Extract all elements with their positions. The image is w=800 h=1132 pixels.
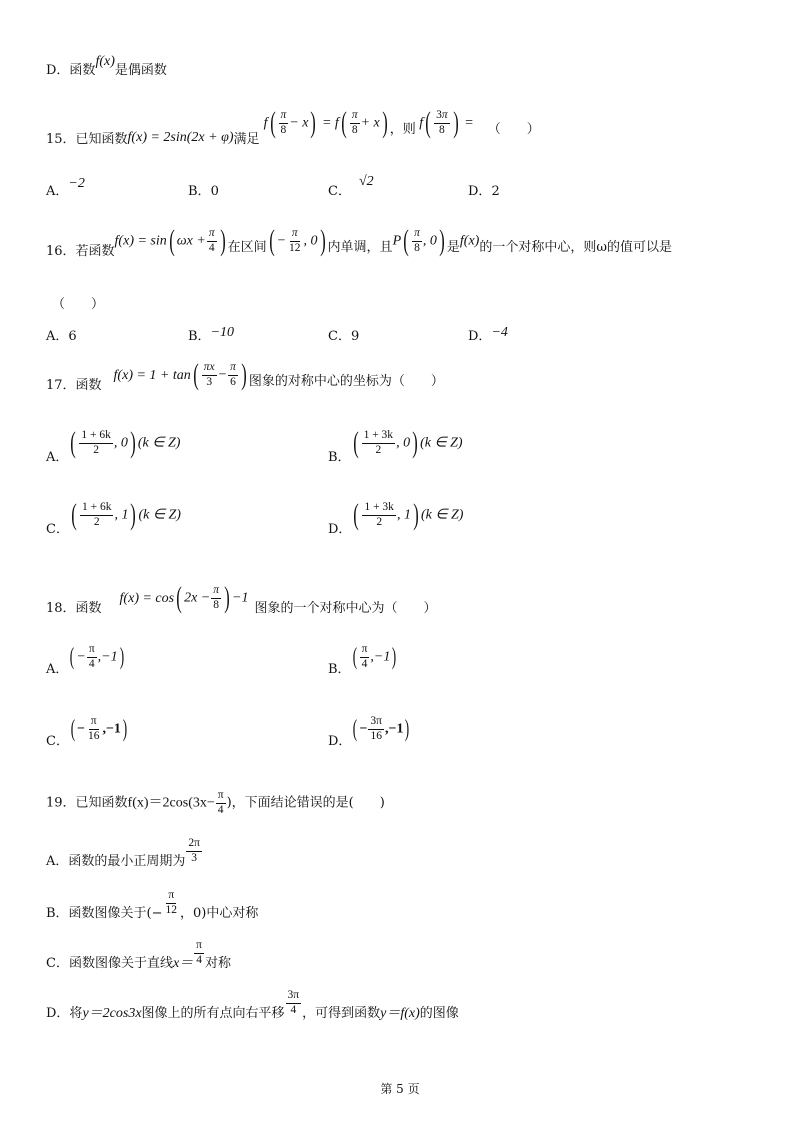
q17-option-b[interactable] xyxy=(328,426,463,465)
q15-option-d-value: 2 xyxy=(491,184,500,199)
q18-paren: ) xyxy=(392,644,397,670)
q15-option-d[interactable] xyxy=(468,185,500,198)
q19-option-b-tail: ，0)中心对称 xyxy=(180,905,259,921)
q18-option-c-num: π xyxy=(89,716,99,730)
q17-paren: ( xyxy=(352,426,359,459)
q16-option-c-label: C． xyxy=(328,329,351,344)
q16-paren: ( xyxy=(268,224,275,257)
q17-paren: ( xyxy=(71,498,77,531)
q17-stem xyxy=(46,358,444,393)
q14-option-d-fx: f(x) xyxy=(95,54,115,69)
q16-pi4: $\frac{\pi}{4}$ xyxy=(208,227,215,254)
q18-option-a-den: 4 xyxy=(88,657,95,670)
q15-target: $\frac{3\pi}{8}$ xyxy=(436,109,448,136)
q19-option-d-mid: 图像上的所有点向右平移 xyxy=(141,1005,285,1021)
q17-option-c-num: 1 + 6k xyxy=(80,502,114,516)
q17-option-c-cond: (k ∈ Z) xyxy=(138,507,181,523)
q19-option-c-tail: 对称 xyxy=(204,955,231,971)
q15-eq: = f xyxy=(318,115,339,131)
q17-paren: ) xyxy=(130,426,136,459)
q16-center-text: 是 xyxy=(446,239,460,255)
q18-option-b-label: B． xyxy=(328,661,351,677)
q14-option-d-tail: 是偶函数 xyxy=(114,63,167,78)
q15-number: 15．已知函数 xyxy=(46,131,128,147)
q17-option-a-y: 0 xyxy=(120,435,128,451)
q18-paren: ) xyxy=(119,644,124,670)
q16-option-d[interactable] xyxy=(468,325,508,344)
q16-comma0b: , 0 xyxy=(422,233,437,249)
q18-option-d-den: 16 xyxy=(370,729,382,742)
q17-paren: ) xyxy=(241,358,247,391)
q18-comma: , xyxy=(384,721,389,737)
q15-paren: ( xyxy=(425,106,431,139)
q18-paren: ) xyxy=(405,716,410,742)
q16-pi8: $\frac{\pi}{8}$ xyxy=(414,227,420,254)
q18-option-c-den: 16 xyxy=(87,729,100,742)
q17-option-a-frac xyxy=(79,430,113,456)
q18-comma: , xyxy=(97,649,102,665)
q18-option-c[interactable] xyxy=(46,715,129,749)
q19-option-d-frac xyxy=(286,990,302,1016)
q19-number: 19．已知函数 xyxy=(46,795,128,811)
q16-fx2: f(x) xyxy=(459,233,480,249)
q19-option-d-end: 的图像 xyxy=(419,1005,459,1021)
q17-option-a-cond: (k ∈ Z) xyxy=(137,435,181,451)
q17-option-b-label: B． xyxy=(328,449,351,465)
q18-option-a-frac xyxy=(87,644,97,670)
q18-option-b[interactable] xyxy=(328,643,398,677)
q18-option-c-frac xyxy=(86,716,102,742)
q16-option-a[interactable] xyxy=(46,330,77,343)
q19-expr-b: )，下面结论错误的是( ) xyxy=(226,795,385,811)
q15-option-c[interactable] xyxy=(328,174,374,199)
q18-option-a-label: A． xyxy=(46,661,69,677)
q19-option-a[interactable] xyxy=(46,837,203,869)
q18-fx: f(x) = cos xyxy=(119,590,175,606)
q15-option-a[interactable] xyxy=(46,176,85,199)
q18-pi8: $\frac{\pi}{8}$ xyxy=(213,584,220,611)
q17-option-a[interactable] xyxy=(46,426,181,465)
q15-option-b-value: 0 xyxy=(210,184,219,199)
q16-option-b[interactable] xyxy=(188,325,235,344)
q16-option-c[interactable] xyxy=(328,330,359,343)
q15-f1: f xyxy=(263,115,268,131)
q18-option-d-y: −1 xyxy=(388,721,404,737)
q15-option-b[interactable] xyxy=(188,185,219,198)
q16-paren: ) xyxy=(219,224,226,257)
q15-stem xyxy=(46,106,540,147)
q17-option-d[interactable] xyxy=(328,498,464,537)
q19-expr-den: 4 xyxy=(217,803,224,816)
q19-option-d-text: D．将 xyxy=(46,1005,83,1021)
q19-option-c[interactable] xyxy=(46,939,231,971)
q17-option-c[interactable] xyxy=(46,498,181,537)
q17-comma: , xyxy=(396,507,404,523)
q18-option-d-frac xyxy=(368,716,384,742)
q19-option-b[interactable] xyxy=(46,889,259,921)
q16-pi12: $\frac{\pi}{12}$ xyxy=(289,227,301,254)
q17-option-b-den: 2 xyxy=(375,443,382,456)
q18-option-c-y: −1 xyxy=(105,721,121,737)
q19-stem xyxy=(46,790,385,816)
q19-option-b-text: B．函数图像关于(− xyxy=(46,905,163,921)
q19-option-b-num: π xyxy=(166,890,176,904)
q19-option-d-expr: y＝2cos3x xyxy=(82,1005,142,1021)
q17-option-c-y: 1 xyxy=(121,507,129,523)
q17-minus: − xyxy=(217,367,228,383)
q16-option-c-value: 9 xyxy=(350,329,360,344)
q18-paren: ( xyxy=(70,644,75,670)
q17-option-c-label: C． xyxy=(46,521,69,537)
page-footer: 第 5 页 xyxy=(380,1082,420,1096)
q18-minus1: −1 xyxy=(232,590,249,606)
q15-paren: ( xyxy=(269,106,276,139)
q15-paren: ( xyxy=(341,106,347,139)
q17-paren: ( xyxy=(353,498,360,531)
q16-option-d-label: D． xyxy=(468,329,492,344)
q16-mono: 内单调，且 xyxy=(327,239,393,255)
q18-paren: ( xyxy=(176,581,182,614)
q15-option-c-value: √2 xyxy=(358,174,374,189)
q19-option-d-den: 4 xyxy=(290,1003,297,1016)
q17-paren: ( xyxy=(193,358,199,391)
q19-option-a-den: 3 xyxy=(191,851,198,864)
q16-paren: ( xyxy=(169,224,175,257)
q17-comma: , xyxy=(114,507,122,523)
q15-option-d-label: D． xyxy=(468,184,492,199)
q15-then: ，则 xyxy=(389,121,416,137)
q16-tail: 的一个对称中心，则ω的值可以是 xyxy=(479,239,672,255)
q18-paren: ) xyxy=(122,716,128,742)
q18-option-a-num: π xyxy=(87,644,97,658)
q16-paren: ( xyxy=(403,224,409,257)
q15-option-a-label: A． xyxy=(46,184,69,199)
q15-minus-x: − x xyxy=(289,115,309,131)
q17-tail: 图象的对称中心的坐标为（ ） xyxy=(248,373,444,389)
q15-plus-x: + x xyxy=(360,115,380,131)
q17-paren: ( xyxy=(70,426,77,459)
q17-pix3: $\frac{\pi x}{3}$ xyxy=(203,361,215,388)
q15-expr: f(x) = 2sin(2x + φ) xyxy=(127,129,234,145)
q19-option-a-num: 2π xyxy=(186,838,202,852)
q18-option-c-sign: − xyxy=(76,721,85,737)
q17-fx: f(x) = 1 + tan xyxy=(113,367,191,383)
q15-blank: （ ） xyxy=(487,121,540,137)
q19-option-c-num: π xyxy=(194,940,204,954)
q19-expr-num: π xyxy=(216,790,226,804)
q15-option-c-label: C． xyxy=(328,184,351,199)
q18-paren: ) xyxy=(224,581,230,614)
q17-option-a-num: 1 + 6k xyxy=(79,430,113,444)
q18-option-b-num: π xyxy=(360,644,370,658)
q19-option-d-tail: ，可得到函数 xyxy=(302,1005,381,1021)
q19-option-b-frac xyxy=(164,890,180,916)
q15-paren: ) xyxy=(382,106,388,139)
q16-option-a-value: 6 xyxy=(68,329,77,344)
q16-paren: ) xyxy=(439,224,445,257)
q17-option-d-num: 1 + 3k xyxy=(362,502,396,516)
q17-option-c-frac xyxy=(80,502,114,528)
q15-cond-right: $\frac{\pi}{8}$ xyxy=(351,109,358,136)
q18-option-a[interactable] xyxy=(46,643,126,677)
q18-option-d[interactable] xyxy=(328,715,411,749)
q15-mid: 满足 xyxy=(233,131,260,147)
q18-paren: ( xyxy=(353,716,358,742)
q16-interval-text: 在区间 xyxy=(227,239,267,255)
q16-option-a-label: A． xyxy=(46,329,69,344)
q18-paren: ( xyxy=(70,716,76,742)
q18-option-a-y: −1 xyxy=(101,649,118,665)
q18-tail: 图象的一个对称中心为（ ） xyxy=(254,600,437,616)
q18-2x: 2x − xyxy=(184,590,211,606)
q17-paren: ) xyxy=(413,498,419,531)
q16-stem xyxy=(46,224,672,259)
q17-option-b-num: 1 + 3k xyxy=(362,430,396,444)
q18-option-c-label: C． xyxy=(46,733,69,749)
q18-option-b-y: −1 xyxy=(373,649,391,665)
q15-paren: ) xyxy=(452,106,459,139)
q18-option-d-num: 3π xyxy=(368,716,384,730)
q17-option-d-den: 2 xyxy=(376,515,383,528)
q15-f2: f xyxy=(415,115,424,131)
q19-option-d-fn: y＝f(x) xyxy=(380,1005,420,1021)
q16-option-d-value: −4 xyxy=(491,325,508,340)
q19-expr-a: f(x)＝2cos(3x− xyxy=(127,795,215,811)
q17-paren: ) xyxy=(412,426,418,459)
q19-option-c-den: 4 xyxy=(196,953,202,966)
q16-minus: − xyxy=(276,233,287,249)
q19-option-c-text: C．函数图像关于直线 xyxy=(46,955,173,971)
q17-pi6: $\frac{\pi}{6}$ xyxy=(230,361,236,388)
q16-omega: ωx + xyxy=(176,233,206,249)
q18-option-d-sign: − xyxy=(359,721,368,737)
q17-comma: , xyxy=(396,435,404,451)
q19-option-c-var: x＝ xyxy=(172,955,194,971)
q18-option-a-sign: − xyxy=(76,649,86,665)
q17-option-b-y: 0 xyxy=(403,435,411,451)
q15-eq2: = xyxy=(460,115,474,131)
q19-option-a-frac xyxy=(186,838,202,864)
q17-comma: , xyxy=(113,435,121,451)
q15-option-b-label: B． xyxy=(188,184,211,199)
q17-option-d-y: 1 xyxy=(403,507,411,523)
q19-option-b-den: 12 xyxy=(165,903,178,916)
q17-option-d-cond: (k ∈ Z) xyxy=(420,507,464,523)
q16-comma0: , 0 xyxy=(303,233,318,249)
q16-option-b-value: −10 xyxy=(210,325,235,340)
q19-option-d-num: 3π xyxy=(286,990,302,1004)
q16-paren: ) xyxy=(319,224,326,257)
q16-fx: f(x) = sin xyxy=(114,233,167,249)
q18-number: 18．函数 xyxy=(46,600,102,616)
q17-option-a-den: 2 xyxy=(93,443,100,456)
q17-number: 17．函数 xyxy=(46,377,102,393)
q19-option-d[interactable] xyxy=(46,989,459,1021)
q17-option-b-cond: (k ∈ Z) xyxy=(420,435,463,451)
q17-option-c-den: 2 xyxy=(93,515,100,528)
q18-comma: , xyxy=(370,649,374,665)
q19-expr-frac xyxy=(216,790,226,816)
q18-comma: , xyxy=(102,721,106,737)
q15-cond-left: $\frac{\pi}{8}$ xyxy=(280,109,287,136)
q18-option-b-frac xyxy=(360,644,370,670)
q18-paren: ( xyxy=(352,644,357,670)
q19-option-a-text: A．函数的最小正周期为 xyxy=(46,853,186,869)
q15-paren: ) xyxy=(310,106,317,139)
q16-p: P xyxy=(392,233,402,249)
q17-option-b-frac xyxy=(362,430,396,456)
q17-option-a-label: A． xyxy=(46,449,69,465)
q18-option-b-den: 4 xyxy=(361,657,368,670)
q15-option-a-value: −2 xyxy=(68,176,85,191)
q17-option-d-label: D． xyxy=(328,521,352,537)
q17-paren: ) xyxy=(130,498,137,531)
q18-option-d-label: D． xyxy=(328,733,352,749)
q16-number: 16．若函数 xyxy=(46,243,115,259)
q16-option-b-label: B． xyxy=(188,329,211,344)
q14-option-d-label: D．函数 xyxy=(46,63,96,78)
q16-blank: （ ） xyxy=(52,297,105,312)
q19-option-c-frac xyxy=(194,940,204,966)
q18-stem xyxy=(46,581,437,616)
q14-option-d xyxy=(46,54,167,78)
q17-option-d-frac xyxy=(362,502,396,528)
